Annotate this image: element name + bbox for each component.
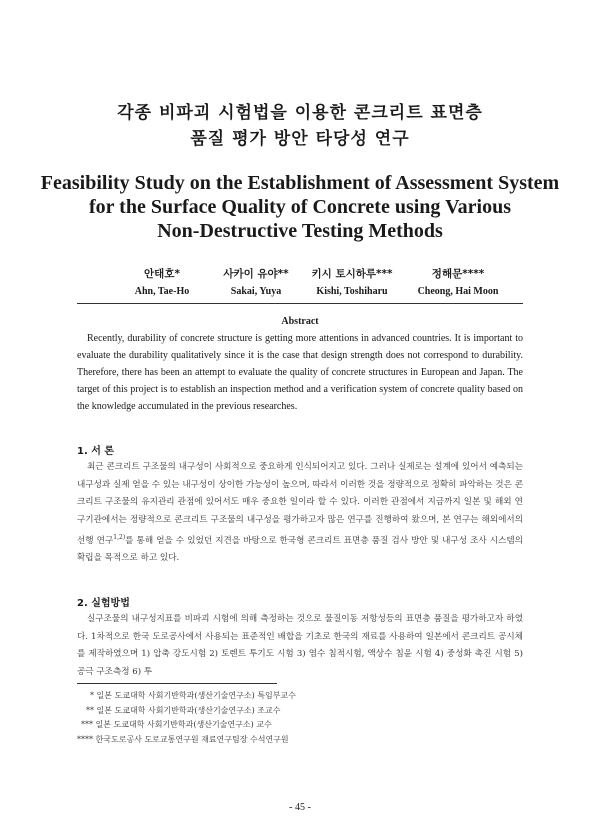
- citation-superscript: 1,2): [113, 534, 126, 541]
- section-1-text: [77, 459, 523, 568]
- author-3-english-name: Kishi, Toshiharu: [316, 286, 388, 297]
- section-1-heading: 1. 서 론: [77, 446, 115, 457]
- header-divider: [77, 303, 523, 304]
- footnote-3: *** 일본 도쿄대학 사회기반학과(생산기술연구소) 교수: [81, 720, 272, 729]
- section-1-text-part-b: 를 통해 얻을 수 있었던 지견을 바탕으로 한국형 콘크리트 표면층 품질 검사 방안 및 내구성 조사 시스템의 확립을 목적으로 하고 있다.: [77, 535, 523, 564]
- author-3: [292, 266, 412, 297]
- section-2-text: 실구조물의 내구성지표를 비파괴 시험에 의해 측정하는 것으로 물질이동 저항성등의 표면층 품질을 평가하고자 하였다. 1차적으로 한국 도로공사에서 사용되는 표준적인 배합을 기초로 한국의 재료를 사용하여 일본에서 콘크리트 공시체를 제작하였으며 1) 압축 강도시험 2) 토렌트 투기도 시험 3) 염수 침적시험, 액상수 침윤 시험 4) 중성화 촉진 시험 5) 공극 구조측정 6) 투: [77, 614, 523, 677]
- abstract-text: Recently, durability of concrete structure is getting more attentions in advanced countries. It is important to evaluate the durability qualitatively since it is the case that design strength does not correspond to durability. Therefore, there has been an attempt to evaluate the quality of concrete structures in European and Japan. The target of this project is to establish an inspection method and a verification system of concrete quality based on the knowledge accumulated in the previous researches.: [77, 333, 523, 412]
- author-2-korean-name: 사카이 유야**: [223, 268, 289, 280]
- author-1-english-name: Ahn, Tae-Ho: [134, 286, 190, 297]
- footnote-divider: [77, 683, 277, 684]
- english-title-line-3: Non-Destructive Testing Methods: [157, 220, 443, 242]
- author-4: [398, 266, 518, 297]
- section-1-text-part-a: 최근 콘크리트 구조물의 내구성이 사회적으로 중요하게 인식되어지고 있다. 그러나 실제로는 설계에 있어서 예측되는 내구성과 실제 얻을 수 있는 내구성이 상이한 가능성이 높으며, 따라서 이러한 것을 정량적으로 정확히 파악하는 것은 콘크리트 구조물의 유지관리 관점에 있어서도 매우 중요한 일이라 할 수 있다. 이러한 관점에서 지금까지 일본 및 해외 연구기관에서는 정량적으로 콘크리트 구조물의 내구성을 평가하고자 많은 연구를 진행하여 왔으며, 본 연구는 해외에서의 선행 연구: [77, 462, 523, 546]
- page-number: - 45 -: [289, 802, 311, 813]
- korean-title-line-2: 품질 평가 방안 타당성 연구: [190, 129, 410, 149]
- author-4-english-name: Cheong, Hai Moon: [417, 286, 499, 297]
- author-2-english-name: Sakai, Yuya: [230, 286, 282, 297]
- footnote-1: * 일본 도쿄대학 사회기반학과(생산기술연구소) 특임부교수: [90, 691, 296, 700]
- abstract-heading: Abstract: [281, 316, 319, 327]
- section-2-heading: 2. 실험방법: [77, 598, 130, 609]
- footnote-2: ** 일본 도쿄대학 사회기반학과(생산기술연구소) 조교수: [86, 706, 281, 715]
- english-title-line-2: for the Surface Quality of Concrete using Various: [88, 196, 512, 218]
- footnote-4: **** 한국도로공사 도로교통연구원 재료연구팀장 수석연구원: [77, 735, 289, 744]
- author-3-korean-name: 키시 토시하루***: [311, 268, 393, 280]
- author-4-korean-name: 정해문****: [431, 268, 485, 280]
- english-title-line-1: Feasibility Study on the Establishment of Assessment System: [40, 172, 560, 194]
- author-1-korean-name: 안태호*: [144, 268, 180, 280]
- korean-title-line-1: 각종 비파괴 시험법을 이용한 콘크리트 표면층: [117, 103, 483, 123]
